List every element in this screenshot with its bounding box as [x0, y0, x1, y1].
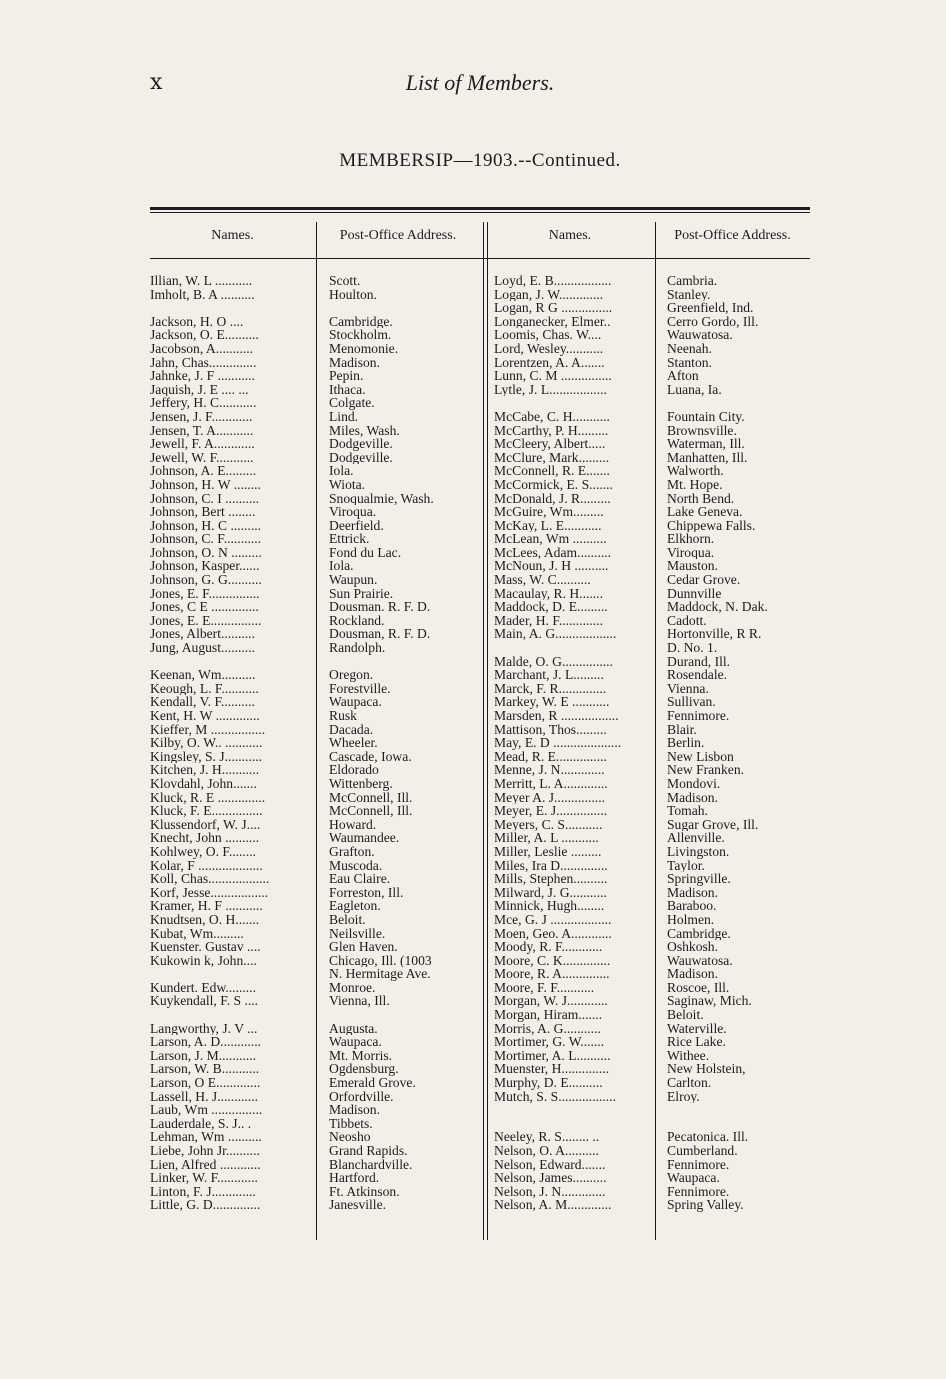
member-name: Larson, O E............. [150, 1076, 261, 1090]
member-name: Kohlwey, O. F........ [150, 844, 257, 859]
member-name: Larson, A. D............ [150, 1035, 262, 1049]
member-address: Waterville. [667, 1021, 727, 1036]
member-address: McConnell, Ill. [329, 804, 413, 818]
member-name: McGuire, Wm......... [494, 505, 604, 519]
member-address: Rockland. [329, 613, 385, 628]
member-address: Scott. [329, 274, 361, 288]
member-name: Minnick, Hugh........ [494, 899, 605, 913]
member-address: Eau Claire. [329, 872, 391, 886]
member-name: Knudtsen, O. H....... [150, 912, 260, 927]
member-name: Johnson, A. E......... [150, 464, 257, 478]
member-address: Waupaca. [329, 1035, 382, 1049]
member-name [150, 967, 312, 981]
row-gap [494, 1103, 654, 1117]
member-address: Tomah. [667, 804, 708, 818]
member-address: Cedar Grove. [667, 573, 741, 587]
member-address: Spring Valley. [667, 1198, 744, 1212]
row-gap [329, 1008, 489, 1022]
member-name: Johnson, H. C ......... [150, 518, 262, 533]
member-address: Luana, Ia. [667, 382, 722, 397]
member-address: Elroy. [667, 1089, 700, 1104]
member-address: Dousman. R. F. D. [329, 600, 431, 614]
member-name: Jewell, W. F........... [150, 450, 254, 465]
member-name: Loyd, E. B................. [494, 274, 612, 288]
member-name: Morris, A. G........... [494, 1021, 601, 1036]
member-name: Kitchen, J. H........... [150, 763, 260, 777]
top-rule-thin [150, 212, 810, 213]
member-address: Stanley. [667, 287, 711, 302]
member-name: Mader, H. F............. [494, 613, 603, 628]
member-address: Berlin. [667, 736, 705, 750]
member-address: Deerfield. [329, 518, 384, 533]
member-name: Kendall, V. F.......... [150, 695, 255, 709]
member-address: Muscoda. [329, 858, 383, 873]
member-address: Eldorado [329, 763, 379, 777]
member-address: Madison. [667, 967, 718, 981]
member-address: Roscoe, Ill. [667, 980, 730, 995]
row-gap [150, 1008, 312, 1022]
member-address: Viroqua. [667, 545, 715, 560]
member-name: Kluck, R. E .............. [150, 790, 266, 805]
member-address: Wauwatosa. [667, 328, 733, 342]
member-address: Neosho [329, 1130, 371, 1144]
member-name: Keenan, Wm.......... [150, 668, 256, 682]
member-name: Lien, Alfred ............ [150, 1157, 261, 1172]
member-name: Moore, R. A.............. [494, 967, 610, 981]
member-address: North Bend. [667, 491, 735, 506]
member-address: Vienna. [667, 681, 709, 696]
member-address: Afton [667, 369, 699, 383]
member-address: Rosendale. [667, 668, 728, 682]
top-rule-thick [150, 207, 810, 210]
member-name: Kent, H. W ............. [150, 709, 260, 723]
member-name: McKay, L. E........... [494, 518, 602, 533]
member-name: Logan, J. W............. [494, 287, 604, 302]
member-address: N. Hermitage Ave. [329, 967, 431, 981]
member-name: Morgan, Hiram....... [494, 1008, 603, 1022]
member-name: Liebe, John Jr.......... [150, 1144, 260, 1158]
member-name: Kramer, H. F ........... [150, 899, 263, 913]
member-address: Holmen. [667, 912, 715, 927]
member-address: Cambridge. [667, 926, 731, 941]
member-address: Cambridge. [329, 314, 393, 329]
member-address: Stanton. [667, 355, 712, 370]
member-address: Madison. [329, 355, 380, 370]
member-address: New Lisbon [667, 749, 734, 764]
member-address: Pecatonica. Ill. [667, 1130, 749, 1144]
header-names-left: Names. [211, 228, 254, 243]
member-name: Moore, F. F........... [494, 980, 595, 995]
member-name: Miller, Leslie ......... [494, 844, 602, 859]
member-address: New Franken. [667, 763, 745, 777]
member-address: Stockholm. [329, 328, 392, 342]
left-names-column [150, 274, 312, 1212]
member-address: Pepin. [329, 369, 364, 383]
header-rule [150, 258, 810, 259]
member-name: Moody, R. F............ [494, 940, 603, 954]
member-name: Lorentzen, A. A....... [494, 355, 605, 370]
member-name: Linton, F. J............. [150, 1184, 256, 1199]
member-address: Snoqualmie, Wash. [329, 491, 434, 506]
row-gap [667, 396, 817, 410]
member-name: Meyer A. J............... [494, 790, 606, 805]
member-name [494, 641, 654, 655]
header-address-left: Post-Office Address. [339, 228, 457, 243]
member-address: Ft. Atkinson. [329, 1184, 400, 1199]
member-name: Moen, Geo. A............ [494, 926, 612, 941]
member-address: Grand Rapids. [329, 1144, 408, 1158]
member-address: Dacada. [329, 722, 374, 737]
member-name: Muenster, H.............. [494, 1062, 609, 1077]
member-address: Withee. [667, 1048, 710, 1063]
member-name: Johnson, Bert ........ [150, 505, 256, 519]
row-gap [667, 1117, 817, 1131]
member-name: Jackson, H. O .... [150, 314, 244, 329]
member-name: Johnson, C. F........... [150, 532, 262, 546]
member-address: Emerald Grove. [329, 1076, 416, 1090]
member-name: Marchant, J. L......... [494, 668, 604, 682]
member-name: Johnson, O. N ......... [150, 545, 262, 560]
member-address: Cerro Gordo, Ill. [667, 314, 759, 329]
member-address: Rice Lake. [667, 1035, 726, 1049]
member-address: Fennimore. [667, 1157, 730, 1172]
right-names-column [494, 274, 654, 1212]
member-address: Hortonville, R R. [667, 627, 762, 642]
member-name: Langworthy, J. V ... [150, 1021, 258, 1036]
member-address: Beloit. [667, 1008, 704, 1022]
right-address-column [667, 274, 817, 1212]
member-address: Colgate. [329, 396, 375, 410]
column-divider-1 [316, 222, 317, 1240]
member-name: Jeffery, H. C........... [150, 396, 257, 410]
member-address: Mondovi. [667, 776, 721, 791]
member-name: Menne, J. N............. [494, 763, 605, 777]
member-name: Little, G. D.............. [150, 1198, 261, 1212]
member-name: Jensen, T. A........... [150, 423, 254, 438]
member-address: Vienna, Ill. [329, 994, 390, 1009]
member-address: Mt. Morris. [329, 1048, 393, 1063]
member-address: Allenville. [667, 831, 725, 845]
member-address: Glen Haven. [329, 940, 398, 954]
member-name: Jahn, Chas.............. [150, 355, 257, 370]
member-address: Wheeler. [329, 736, 378, 750]
member-name: Kieffer, M ................ [150, 722, 266, 737]
member-name: Kilby, O. W.. ........... [150, 736, 263, 750]
member-name: Mutch, S. S................. [494, 1089, 616, 1104]
member-address: Waupun. [329, 573, 378, 587]
member-address: Dunnville [667, 586, 722, 601]
page-title: MEMBERSIP—1903.--Continued. [339, 150, 621, 171]
member-name: Laub, Wm ............... [150, 1103, 263, 1117]
member-address: Taylor. [667, 858, 705, 873]
member-address: Eagleton. [329, 899, 381, 913]
member-address: Manhatten, Ill. [667, 450, 748, 465]
member-address: Forestville. [329, 681, 391, 696]
member-address: Chippewa Falls. [667, 518, 756, 533]
member-name: Imholt, B. A .......... [150, 287, 255, 302]
member-address: Cambria. [667, 274, 718, 288]
member-address: Carlton. [667, 1076, 712, 1090]
member-name: Meyer, E. J............... [494, 804, 608, 818]
member-name: Miller, A. L ........... [494, 831, 599, 845]
member-address: Miles, Wash. [329, 423, 400, 438]
row-gap [329, 655, 489, 669]
member-address: Grafton. [329, 844, 375, 859]
member-name: Korf, Jesse................. [150, 885, 269, 900]
member-address: Augusta. [329, 1021, 378, 1036]
member-address: Ettrick. [329, 532, 370, 546]
member-address: Orfordville. [329, 1089, 394, 1104]
member-address: Randolph. [329, 641, 386, 655]
member-address: Livingston. [667, 844, 730, 859]
row-gap [150, 655, 312, 669]
member-name: Larson, W. B........... [150, 1062, 260, 1077]
member-name: Main, A. G.................. [494, 627, 617, 642]
member-address: Howard. [329, 817, 377, 832]
member-name: Jacobson, A........... [150, 341, 254, 356]
member-name: Loomis, Chas. W.... [494, 328, 602, 342]
member-address: Viroqua. [329, 505, 377, 519]
member-name: Lord, Wesley........... [494, 341, 604, 356]
member-address: Fennimore. [667, 1184, 730, 1199]
member-address: Fond du Lac. [329, 545, 402, 560]
member-address: Cadott. [667, 613, 707, 628]
member-address: Blanchardville. [329, 1157, 413, 1172]
member-name: Johnson, H. W ........ [150, 477, 261, 492]
member-address: Monroe. [329, 980, 376, 995]
member-address: Oshkosh. [667, 940, 718, 954]
member-address: Iola. [329, 559, 354, 574]
member-address: Neenah. [667, 341, 712, 356]
member-address: Neilsville. [329, 926, 386, 941]
member-name: Meyers, C. S........... [494, 817, 603, 832]
member-name: Illian, W. L ........... [150, 274, 253, 288]
member-address: Waterman, Ill. [667, 437, 745, 451]
member-address: Mt. Hope. [667, 477, 723, 492]
member-name: Jahnke, J. F ........... [150, 369, 255, 383]
member-name: Murphy, D. E.......... [494, 1076, 603, 1090]
member-name: Jaquish, J. E .... ... [150, 382, 249, 397]
member-name: Kuenster. Gustav .... [150, 940, 261, 954]
member-name: Maddock, D. E......... [494, 600, 608, 614]
member-address: Baraboo. [667, 899, 717, 913]
member-name: Lauderdale, S. J.. . [150, 1116, 252, 1131]
member-name: Mass, W. C.......... [494, 573, 591, 587]
member-address: Beloit. [329, 912, 366, 927]
member-address: D. No. 1. [667, 641, 718, 655]
member-address: Wiota. [329, 477, 366, 492]
member-address: Brownsville. [667, 423, 737, 438]
member-address: Saginaw, Mich. [667, 994, 752, 1009]
member-address: Sun Prairie. [329, 586, 394, 601]
member-name: Klussendorf, W. J.... [150, 817, 261, 832]
member-name: Nelson, James.......... [494, 1171, 607, 1185]
member-name: Koll, Chas.................. [150, 872, 270, 886]
member-name: Lehman, Wm .......... [150, 1130, 262, 1144]
member-name: Kuykendall, F. S .... [150, 994, 259, 1009]
member-name: Knecht, John .......... [150, 831, 260, 845]
member-address: McConnell, Ill. [329, 790, 413, 805]
member-address: Menomonie. [329, 341, 399, 356]
member-address: Blair. [667, 722, 697, 737]
member-name: Milward, J. G........... [494, 885, 607, 900]
member-name: Larson, J. M........... [150, 1048, 257, 1063]
member-address: Fennimore. [667, 709, 730, 723]
member-address: Madison. [667, 885, 718, 900]
member-address: Durand, Ill. [667, 654, 731, 669]
member-name: Keough, L. F........... [150, 681, 259, 696]
member-address: Madison. [329, 1103, 380, 1117]
member-name: Jackson, O. E.......... [150, 328, 259, 342]
member-name: Johnson, C. I .......... [150, 491, 260, 506]
member-name: Markey, W. E ........... [494, 695, 610, 709]
member-name: Morgan, W. J............ [494, 994, 608, 1009]
member-name: Johnson, Kasper...... [150, 559, 260, 574]
member-address: New Holstein, [667, 1062, 746, 1077]
member-address: Forreston, Ill. [329, 885, 404, 900]
member-name: McCarthy, P. H......... [494, 423, 609, 438]
member-address: Dodgeville. [329, 450, 393, 465]
member-address: Chicago, Ill. (1003 [329, 953, 432, 968]
member-name: Marsden, R ................. [494, 709, 619, 723]
member-name: Moore, C. K.............. [494, 953, 611, 968]
member-address: Cumberland. [667, 1144, 738, 1158]
column-divider-3 [655, 222, 656, 1240]
member-name: Jones, Albert.......... [150, 627, 255, 642]
page-header [150, 70, 810, 100]
member-name: McCormick, E. S....... [494, 477, 613, 492]
member-name: Jones, E. F............... [150, 586, 260, 601]
member-address: Waupaca. [329, 695, 382, 709]
member-name: Malde, O. G............... [494, 654, 613, 669]
member-name: Logan, R G ............... [494, 301, 613, 315]
member-address: Maddock, N. Dak. [667, 600, 768, 614]
member-address: Houlton. [329, 287, 377, 302]
member-address: Rusk [329, 709, 357, 723]
member-address: Janesville. [329, 1198, 387, 1212]
member-name: Jung, August.......... [150, 641, 255, 655]
member-name: McCabe, C. H........... [494, 409, 610, 424]
member-address: Hartford. [329, 1171, 380, 1185]
running-head: List of Members. [405, 70, 555, 95]
row-gap [329, 301, 489, 315]
member-name: McCleery, Albert..... [494, 437, 606, 451]
member-address: Walworth. [667, 464, 724, 478]
member-name: Jones, C E .............. [150, 600, 259, 614]
member-name: Mills, Stephen.......... [494, 872, 608, 886]
member-name: May, E. D .................... [494, 736, 622, 750]
member-address: Lind. [329, 409, 359, 424]
member-name: Kingsley, S. J........... [150, 749, 263, 764]
member-name: McLees, Adam.......... [494, 545, 612, 560]
left-address-column [329, 274, 489, 1212]
member-name: McNoun, J. H .......... [494, 559, 609, 574]
member-name: Linker, W. F............ [150, 1171, 258, 1185]
member-address: Wittenberg. [329, 776, 393, 791]
member-address: Sugar Grove, Ill. [667, 817, 759, 832]
member-name: Mortimer, A. L.......... [494, 1048, 611, 1063]
member-address: Oregon. [329, 668, 374, 682]
row-gap [494, 396, 654, 410]
member-name: McClure, Mark......... [494, 450, 610, 465]
member-name: McConnell, R. E....... [494, 464, 610, 478]
member-name: Nelson, A. M............. [494, 1198, 612, 1212]
member-name: Nelson, Edward....... [494, 1157, 606, 1172]
header-address-right: Post-Office Address. [674, 228, 791, 243]
member-address: Madison. [667, 790, 718, 805]
member-name: Mead, R. E............... [494, 749, 607, 764]
member-name: Jewell, F. A............ [150, 437, 255, 451]
member-name: Kubat, Wm......... [150, 926, 244, 941]
member-address: Waupaca. [667, 1171, 720, 1185]
member-name: Johnson, G. G.......... [150, 573, 262, 587]
member-name: Macaulay, R. H....... [494, 586, 603, 601]
member-address: Elkhorn. [667, 532, 715, 546]
member-name: Neeley, R. S........ .. [494, 1130, 600, 1144]
header-names-right: Names. [548, 228, 592, 243]
member-name: Lunn, C. M ............... [494, 369, 612, 383]
member-name: Miles, Ira D.............. [494, 858, 608, 873]
member-address: Mauston. [667, 559, 718, 574]
member-address: Waumandee. [329, 831, 400, 845]
member-name: Jensen, J. F............ [150, 409, 253, 424]
member-name: Jones, E. E............... [150, 613, 262, 628]
member-name: Merritt, L. A............. [494, 776, 608, 791]
member-address: Dodgeville. [329, 437, 393, 451]
member-name: Lassell, H. J............ [150, 1089, 258, 1104]
member-name: Kolar, F ................... [150, 858, 263, 873]
member-address: Ogdensburg. [329, 1062, 399, 1077]
row-gap [494, 1117, 654, 1131]
member-name: Mortimer, G. W....... [494, 1035, 605, 1049]
member-name: Mattison, Thos......... [494, 722, 607, 737]
member-address: Tibbets. [329, 1116, 373, 1131]
member-name: Mce, G. J .................. [494, 912, 612, 927]
column-headers [150, 222, 810, 262]
member-address: Wauwatosa. [667, 953, 733, 968]
member-address: Sullivan. [667, 695, 716, 709]
member-address: Fountain City. [667, 409, 745, 424]
row-gap [667, 1103, 817, 1117]
member-name: Kundert. Edw......... [150, 980, 256, 995]
member-address: Cascade, Iowa. [329, 749, 412, 764]
member-address: Dousman, R. F. D. [329, 627, 431, 642]
member-name: Marck, F. R.............. [494, 681, 607, 696]
member-address: Iola. [329, 464, 354, 478]
member-address: Lake Geneva. [667, 505, 743, 519]
member-name: Kluck, F. E............... [150, 804, 263, 818]
member-address: Greenfield, Ind. [667, 301, 754, 315]
member-address: Ithaca. [329, 382, 366, 397]
page-number: x [150, 70, 163, 95]
member-name: Nelson, O. A.......... [494, 1144, 599, 1158]
member-address: Springville. [667, 872, 731, 886]
row-gap [150, 301, 312, 315]
member-name: Nelson, J. N............. [494, 1184, 606, 1199]
member-name: Klovdahl, John....... [150, 776, 257, 791]
member-name: McDonald, J. R......... [494, 491, 611, 506]
member-name: Lytle, J. L................. [494, 382, 607, 397]
member-name: McLean, Wm .......... [494, 532, 607, 546]
member-name: Kukowin k, John.... [150, 953, 257, 968]
member-name: Longanecker, Elmer.. [494, 314, 611, 329]
